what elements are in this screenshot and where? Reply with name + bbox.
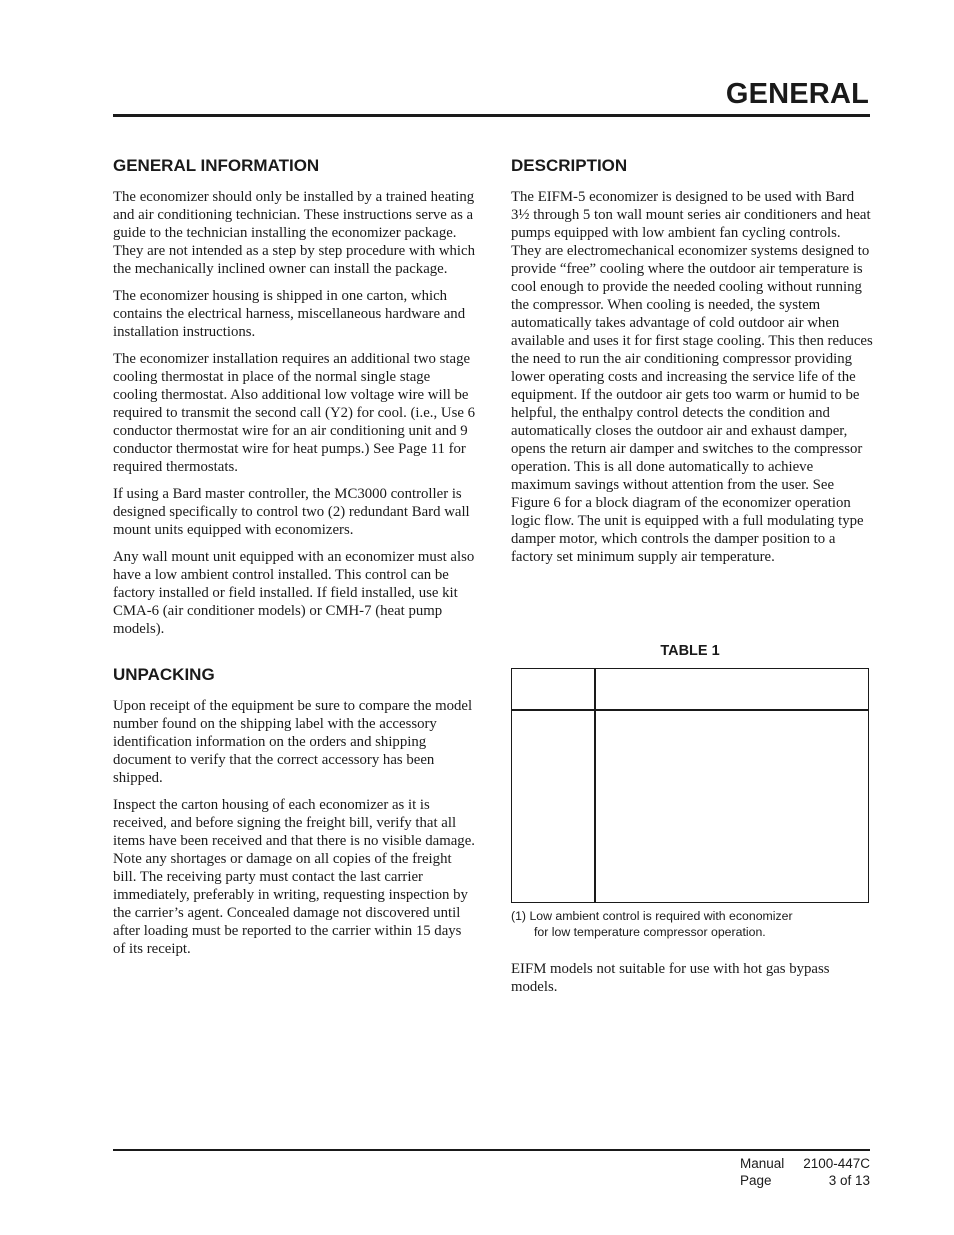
unpacking-paragraph: Upon receipt of the equipment be sure to compare the model number found on the shipping label with the accessory identification information on the orders and shipping document to verify that the correct accessory has been shipped. — [113, 698, 473, 786]
general-information-paragraph: The economizer should only be installed by a trained heating and air conditioning technician. These instructions serve as a guide to the technician installing the economizer package. They are not intended as a step by step procedure with which the mechanically inclined owner can install the package. — [113, 189, 475, 277]
page-number: 3 of 13 — [828, 1173, 870, 1188]
unpacking-paragraph: Inspect the carton housing of each economizer as it is received, and before signing the freight bill, verify that all items have been received and that there is no visible damage. Note any shortages or damage on all copies of the freight bill. The receiving party must contact the last carrier immediately, preferably in writing, requesting inspection by the carrier’s agent. Concealed damage not discovered until after loading must be reported to the carrier within 15 days of its receipt. — [113, 797, 475, 957]
description-heading: DESCRIPTION — [511, 156, 628, 175]
right-column — [511, 156, 873, 575]
header-divider — [113, 114, 870, 117]
page-label: Page — [740, 1173, 772, 1188]
page-footer — [740, 1155, 870, 1189]
table-footnote — [511, 908, 871, 940]
manual-number: 2100-447C — [803, 1156, 870, 1171]
footer-divider — [113, 1149, 870, 1151]
table-1 — [511, 668, 869, 903]
general-information-paragraph: The economizer housing is shipped in one carton, which contains the electrical harness, miscellaneous hardware and installation instructions. — [113, 288, 466, 340]
unpacking-heading: UNPACKING — [113, 665, 215, 684]
table-footnote-line: (1) Low ambient control is required with economizer — [511, 909, 793, 923]
hot-gas-bypass-note: EIFM models not suitable for use with hot gas bypass models. — [511, 961, 830, 995]
table-column-divider — [594, 669, 596, 902]
table-title: TABLE 1 — [660, 643, 720, 659]
general-information-paragraph: Any wall mount unit equipped with an economizer must also have a low ambient control installed. This control can be factory installed or field installed. If field installed, use kit CMA-6 (air conditioner models) or CMH-7 (heat pump models). — [113, 549, 475, 637]
table-header-divider — [512, 709, 868, 711]
description-paragraph: The EIFM-5 economizer is designed to be used with Bard 3½ through 5 ton wall mount series air conditioners and heat pumps equipped with low ambient fan cycling controls. They are electromechanical economizer systems designed to provide “free” cooling where the outdoor air temperature is cool enough to provide the needed cooling without running the compressor. When cooling is needed, the system automatically takes advantage of cold outdoor air when available and uses it for first stage cooling. This then reduces the need to run the air conditioning compressor providing lower operating costs and increasing the service life of the equipment. If the outdoor air gets too warm or humid to be helpful, the enthalpy control detects the condition and automatically closes the outdoor air and exhaust damper, opens the return air damper and switches to the compressor operation. This is all done automatically to achieve maximum savings without attention from the user. See Figure 6 for a block diagram of the economizer operation logic flow. The unit is equipped with a full modulating type damper motor, which controls the damper position to a factory set minimum supply air temperature. — [511, 189, 873, 565]
page-title: GENERAL — [725, 78, 869, 110]
manual-label: Manual — [740, 1156, 785, 1171]
general-information-paragraph: The economizer installation requires an additional two stage cooling thermostat in place of the normal single stage cooling thermostat. Also additional low voltage wire will be required to transmit the second call (Y2) for cool. (i.e., Use 6 conductor thermostat wire for an air conditioning unit and 9 conductor thermostat wire for heat pumps.) See Page 11 for required thermostats. — [113, 351, 475, 475]
general-information-heading: GENERAL INFORMATION — [113, 156, 320, 175]
general-information-paragraph: If using a Bard master controller, the MC3000 controller is designed specifically to control two (2) redundant Bard wall mount units equipped with economizers. — [113, 486, 470, 538]
table-footnote-line: for low temperature compressor operation. — [534, 925, 766, 939]
left-column — [113, 156, 475, 967]
